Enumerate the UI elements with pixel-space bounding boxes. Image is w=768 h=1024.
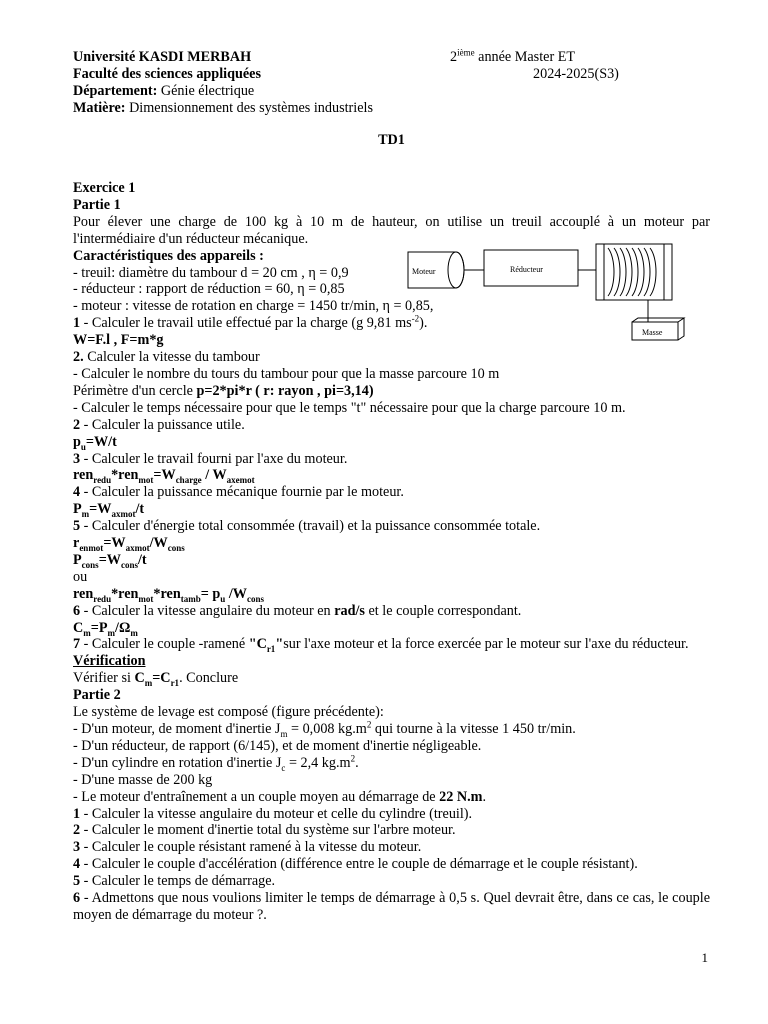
formula-motor-efficiency: $r_{enmot}=W_{axmot}/W_{cons}$ xyxy=(73,535,185,553)
question-2b: Périmètre d'un cercle p=2*pi*r ( r: rayon , pi=3,14) xyxy=(73,382,374,399)
question-2c: - Calculer le temps nécessaire pour que le temps "t" nécessaire pour que la charge parcoure 10 m. xyxy=(73,399,626,416)
university-name: Université KASDI MERBAH xyxy=(73,49,252,65)
part2-question-3: 3 - Calculer le couple résistant ramené à la vitesse du moteur. xyxy=(73,839,422,856)
spec-motor: - moteur : vitesse de rotation en charge = 1450 tr/min, η = 0,85, xyxy=(73,298,434,315)
page-title: TD1 xyxy=(378,132,405,148)
part2-torque: - Le moteur d'entraînement a un couple moyen au démarrage de 22 N.m. xyxy=(73,788,487,805)
subject-name: Dimensionnement des systèmes industriels xyxy=(125,100,373,116)
department-label: Département: xyxy=(73,83,158,99)
year-label: 2ième année Master ET xyxy=(450,47,576,65)
part2-heading: Partie 2 xyxy=(73,687,121,704)
part2-reducer: - D'un réducteur, de rapport (6/145), et de moment d'inertie négligeable. xyxy=(73,737,482,754)
question-5: 5 - Calculer d'énergie total consommée (travail) et la puissance consommée totale. xyxy=(73,518,541,535)
question-2: 2. Calculer la vitesse du tambour xyxy=(73,349,260,366)
part2-question-5: 5 - Calculer le temps de démarrage. xyxy=(73,873,276,890)
formula-torque: $C_m=P_m/\Omega_m$ xyxy=(73,619,138,638)
part2-question-1: 1 - Calculer la vitesse angulaire du moteur et celle du cylindre (treuil). xyxy=(73,805,473,822)
part2-question-6: 6 - Admettons que nous voulions limiter le temps de démarrage à 0,5 s. Quel devrait être, dans ce cas, le couple moyen de démarrage du moteur ?. xyxy=(73,890,710,923)
part1-heading: Partie 1 xyxy=(73,196,121,213)
question-7: 7 - Calculer le couple -ramené "$C_{r1}"sur$ l'axe moteur et la force exercée par le moteur sur l'axe du réducteur. xyxy=(73,636,689,655)
part2-cylinder: - D'un cylindre en rotation d'inertie $J_c = 2,4$ $kg.m^2$. xyxy=(73,753,359,773)
question-2d: 2 - Calculer la puissance utile. xyxy=(73,416,245,433)
formula-total-efficiency: $ren_{redu}*ren_{mot}*ren_{tamb}= p_u$ $/W_{cons}$ xyxy=(73,585,264,604)
faculty-name: Faculté des sciences appliquées xyxy=(73,66,261,82)
mass-label: Masse xyxy=(642,328,663,337)
verification-text: Vérifier si $C_m=C_{r1}$. Conclure xyxy=(73,670,239,689)
exercise-heading: Exercice 1 xyxy=(73,180,136,196)
subject-label: Matière: xyxy=(73,100,126,116)
document-header xyxy=(73,49,710,117)
formula-efficiency-work: $ren_{redu}*ren_{mot}=W_{charge} / W_{axemot}$ xyxy=(73,467,255,486)
page-number: 1 xyxy=(701,950,708,965)
question-3: 3 - Calculer le travail fourni par l'axe du moteur. xyxy=(73,450,348,467)
formula-work: W=F.l , F=m*g xyxy=(73,332,164,349)
question-2a: - Calculer le nombre du tours du tambour pour que la masse parcoure 10 m xyxy=(73,365,500,382)
hoist-diagram xyxy=(398,238,712,346)
specs-heading: Caractéristiques des appareils : xyxy=(73,247,264,264)
part2-intro: Le système de levage est composé (figure précédente): xyxy=(73,704,384,721)
document-page xyxy=(73,49,710,924)
part2-motor: - D'un moteur, de moment d'inertie $J_m = 0,008$ $kg.m^2$ qui tourne à la vitesse 1 450 tr/min. xyxy=(73,719,576,739)
question-1: 1 - Calculer le travail utile effectué par la charge (g 9,81 $ms^{-2}$). xyxy=(73,313,428,332)
session-label: 2024-2025(S3) xyxy=(533,66,619,82)
part2-question-2: 2 - Calculer le moment d'inertie total du système sur l'arbre moteur. xyxy=(73,822,456,839)
spec-reducer: - réducteur : rapport de réduction = 60, η = 0,85 xyxy=(73,281,345,298)
formula-consumed-power: $P_{cons}=W_{cons}/t$ xyxy=(73,551,147,570)
motor-label: Moteur xyxy=(412,267,436,276)
winch-drum xyxy=(596,244,672,300)
formula-mech-power: $P_m=W_{axmot}/t$ xyxy=(73,501,145,520)
verification-heading: Vérification xyxy=(73,653,146,670)
intro-text: Pour élever une charge de 100 kg à 10 m de hauteur, on utilise un treuil accouplé à un moteur par l'intermédiaire d'un réducteur mécanique. xyxy=(73,213,710,247)
department-name: Génie électrique xyxy=(157,83,255,99)
part2-question-4: 4 - Calculer le couple d'accélération (différence entre le couple de démarrage et le couple résistant). xyxy=(73,856,638,873)
spec-winch: - treuil: diamètre du tambour d = 20 cm , η = 0,9 xyxy=(73,264,349,281)
part2-mass: - D'une masse de 200 kg xyxy=(73,771,213,788)
formula-power: $p_u=W/t$ xyxy=(73,433,117,452)
question-4: 4 - Calculer la puissance mécanique fournie par le moteur. xyxy=(73,484,404,501)
reducer-label: Réducteur xyxy=(510,265,543,274)
question-6: 6 - Calculer la vitesse angulaire du moteur en rad/s et le couple correspondant. xyxy=(73,602,522,619)
or-text: ou xyxy=(73,568,88,585)
